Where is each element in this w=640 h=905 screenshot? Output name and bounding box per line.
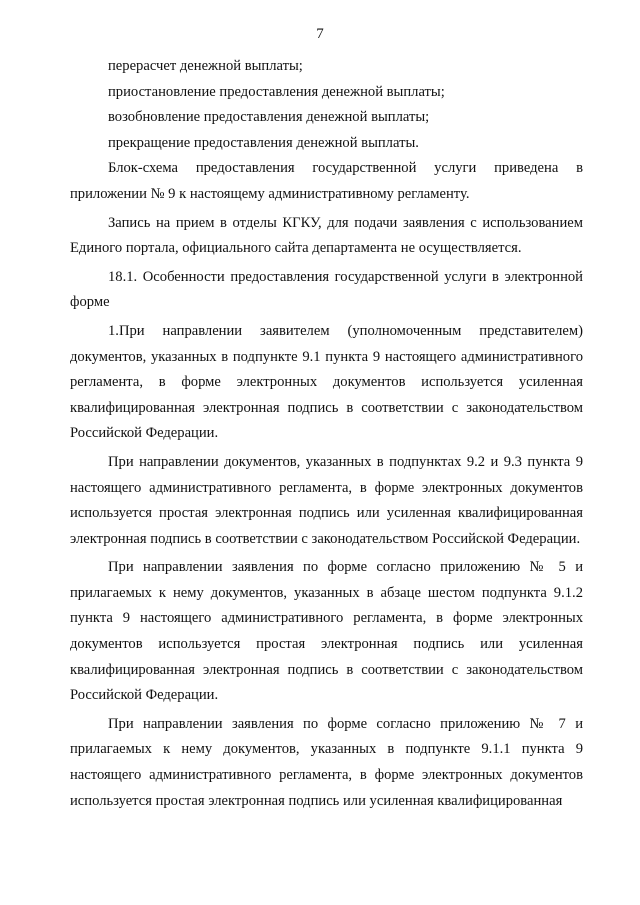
paragraph-item-1: 1.При направлении заявителем (уполномоченным представителем) документов, указанных в подпункте 9.1 пункта 9 настоящего административного регламента, в форме электронных документов используется усиленная квалифицированная электронная подпись в соответствии с законодательством Российской Федерации. (70, 322, 583, 442)
paragraph-flowchart: Блок-схема предоставления государственной услуги приведена в приложении № 9 к настоящему административному регламенту. (70, 160, 583, 202)
paragraph-suspension: приостановление предоставления денежной выплаты; (108, 83, 445, 100)
document-body (70, 54, 583, 814)
page-number: 7 (316, 26, 324, 42)
paragraph-termination: прекращение предоставления денежной выплаты. (108, 134, 419, 151)
paragraph-application-form-7: При направлении заявления по форме согласно приложению № 7 и прилагаемых к нему документов, указанных в подпункте 9.1.1 пункта 9 настоящего административного регламента, в форме электронных документов используется простая электронная подпись или усиленная квалифицированная (70, 715, 583, 809)
section-heading-18-1: 18.1. Особенности предоставления государственной услуги в электронной форме (70, 268, 583, 311)
paragraph-application-form-5: При направлении заявления по форме согласно приложению № 5 и прилагаемых к нему документов, указанных в абзаце шестом подпункта 9.1.2 пункта 9 настоящего административного регламента, в форме электронных документов используется простая электронная подпись или усиленная квалифицированная электронная подпись в соответствии с законодательством Российской Федерации. (70, 559, 583, 704)
paragraph-recalculation: перерасчет денежной выплаты; (108, 58, 303, 74)
paragraph-appointment: Запись на прием в отделы КГКУ, для подачи заявления с использованием Единого портала, официального сайта департамента не осуществляется. (70, 214, 583, 257)
paragraph-documents-9-2-9-3: При направлении документов, указанных в подпунктах 9.2 и 9.3 пункта 9 настоящего административного регламента, в форме электронных документов используется простая электронная подпись или усиленная квалифицированная электронная подпись в соответствии с законодательством Российской Федерации. (70, 453, 583, 547)
paragraph-resumption: возобновление предоставления денежной выплаты; (108, 109, 430, 126)
